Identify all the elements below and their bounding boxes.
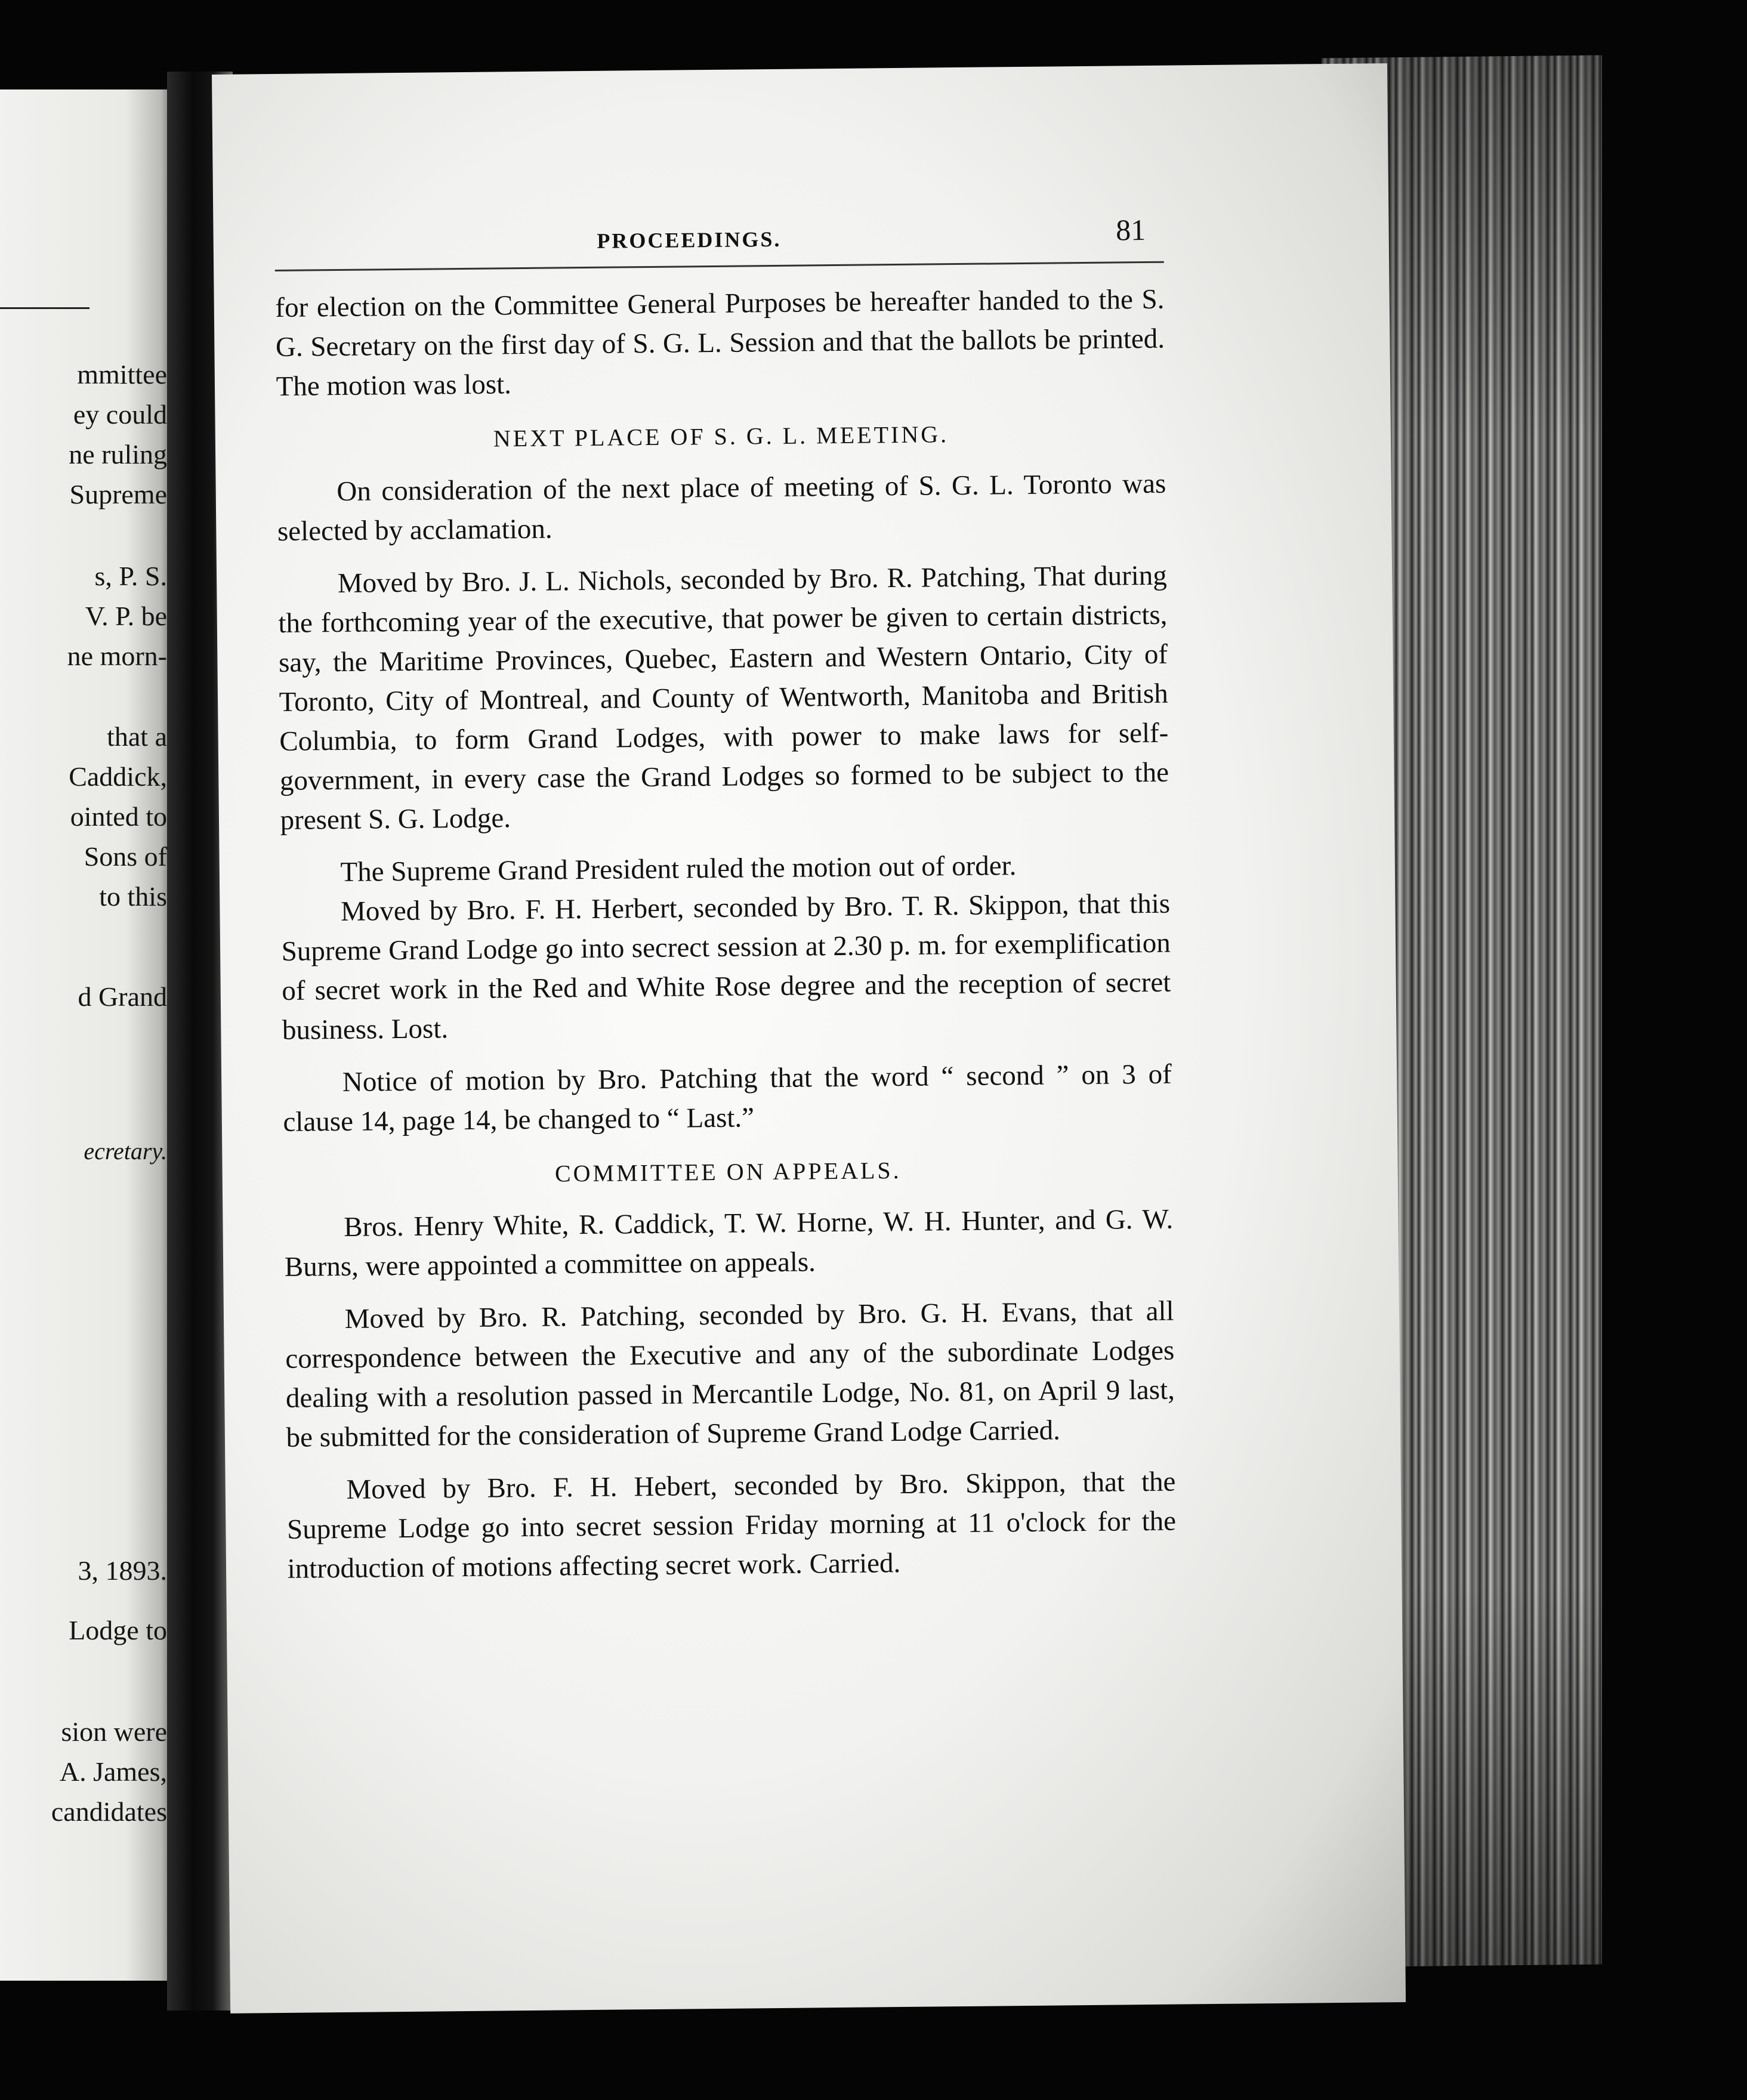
page-content: [274, 212, 1177, 1602]
left-line: ne ruling: [69, 439, 167, 470]
left-line: Caddick,: [69, 761, 167, 792]
paragraph: for election on the Committee General Purposes be hereafter handed to the S. G. Secretary on the first day of S. G. L. Session and that the ballots be printed. The motion was lost.: [275, 283, 1165, 402]
paragraph: Moved by Bro. R. Patching, seconded by Bro. G. H. Evans, that all correspondence between the Executive and any of the subordinate Lodges dealing with a resolution passed in Mercantile Lodge, No. 81, on April 9 last, be submitted for the consideration of Supreme Grand Lodge Carried.: [285, 1295, 1175, 1453]
left-line: to this: [99, 881, 167, 912]
left-line: V. P. be: [85, 601, 167, 631]
left-line: Supreme: [69, 479, 167, 509]
paragraph: On consideration of the next place of meeting of S. G. L. Toronto was selected by acclamation.: [277, 468, 1166, 547]
paragraph: Moved by Bro. J. L. Nichols, seconded by Bro. R. Patching, That during the forthcoming year of the executive, that power be given to certain districts, say, the Maritime Provinces, Quebec, Eastern and Western Ontario, City of Toronto, City of Montreal, and County of Wentworth, Manitoba and British Columbia, to form Grand Lodges, with power to make laws for self-government, in every case the Grand Lodges so formed to be subject to the present S. G. Lodge.: [278, 560, 1169, 836]
left-line: ointed to: [70, 801, 167, 832]
paragraph: Moved by Bro. F. H. Herbert, seconded by Bro. T. R. Skippon, that this Supreme Grand Lodge go into secrect session at 2.30 p. m. for exemplification of secret work in the Red and White Rose degree and the reception of secret business. Lost.: [281, 888, 1171, 1046]
left-line: mmittee: [77, 359, 167, 390]
page-number: 81: [1115, 212, 1146, 247]
left-page: [0, 89, 179, 1981]
left-line: Sons of: [84, 841, 167, 872]
left-line: candidates: [51, 1796, 167, 1827]
paragraph: Bros. Henry White, R. Caddick, T. W. Horne, W. H. Hunter, and G. W. Burns, were appointed a committee on appeals.: [284, 1203, 1174, 1283]
section-heading: COMMITTEE ON APPEALS.: [554, 1156, 902, 1187]
left-line: that a: [107, 721, 167, 752]
left-line: 3, 1893.: [78, 1555, 167, 1586]
left-line: s, P. S.: [94, 561, 167, 591]
left-page-header-rule: [0, 307, 89, 309]
left-line: ecretary.: [84, 1138, 167, 1165]
left-line: sion were: [61, 1716, 167, 1747]
paragraph: Moved by Bro. F. H. Hebert, seconded by Bro. Skippon, that the Supreme Lodge go into secret session Friday morning at 11 o'clock for the introduction of motions affecting secret work. Carried.: [286, 1466, 1177, 1585]
running-head: PROCEEDINGS.: [597, 227, 782, 253]
left-line: A. James,: [59, 1756, 167, 1787]
left-line: ne morn-: [67, 641, 167, 671]
left-line: Lodge to: [69, 1615, 167, 1645]
left-line: d Grand: [78, 981, 167, 1012]
section-heading: NEXT PLACE OF S. G. L. MEETING.: [493, 421, 949, 452]
header-rule: [275, 261, 1164, 271]
paragraph: Notice of motion by Bro. Patching that the word “ second ” on 3 of clause 14, page 14, be changed to “ Last.”: [283, 1058, 1172, 1138]
paragraph: The Supreme Grand President ruled the motion out of order.: [340, 850, 1017, 888]
left-line: ey could: [73, 399, 167, 430]
